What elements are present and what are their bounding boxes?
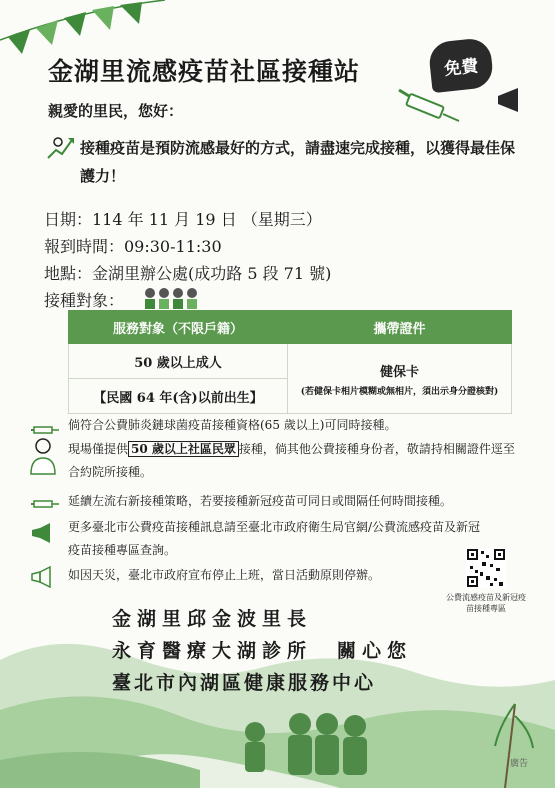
qr-code[interactable] [466, 548, 506, 588]
event-location: 地點：金湖里辦公處(成功路 5 段 71 號) [44, 264, 332, 283]
doctor-icon [26, 436, 60, 476]
megaphone-icon [494, 86, 522, 114]
note-onsite-eligibility [68, 438, 518, 484]
sponsor-line-3: 臺北市內湖區健康服務中心 [112, 672, 377, 694]
target-age: 50 歲以上成人 [69, 344, 288, 379]
megaphone-icon [30, 566, 56, 588]
syringe-icon [395, 88, 465, 126]
growth-chart-icon [46, 134, 76, 162]
sponsor-line-1: 金湖里邱金波里長 [112, 608, 313, 630]
table-header-documents: 攜帶證件 [288, 311, 512, 344]
syringe-icon [30, 494, 60, 514]
bunting-decoration [0, 0, 170, 60]
checkin-time: 報到時間：09:30-11:30 [44, 237, 222, 256]
qr-caption: 公費流感疫苗及新冠疫苗接種專區 [446, 593, 526, 613]
note-covid-strategy: 延續左流右新接種策略，若要接種新冠疫苗可同日或間隔任何時間接種。 [68, 494, 453, 508]
note-typhoon: 如因天災，臺北市政府宣布停止上班，當日活動原則停辦。 [68, 568, 381, 582]
note-onsite-pre: 現場僅提供 [68, 442, 129, 456]
people-icon [142, 286, 198, 310]
intro-text: 接種疫苗是預防流感最好的方式，請盡速完成接種，以獲得最佳保護力！ [80, 139, 516, 185]
greeting: 親愛的里民，您好： [48, 102, 184, 120]
note-onsite-highlight: 50 歲以上社區民眾 [128, 441, 239, 457]
sponsor-line-2: 永育醫療大湖診所 關心您 [112, 640, 413, 662]
note-pneumococcal: 倘符合公費肺炎鏈球菌疫苗接種資格(65 歲以上)可同時接種。 [68, 418, 397, 432]
ad-label: 廣告 [510, 759, 529, 769]
eligibility-table [68, 310, 512, 414]
documents-cell [288, 344, 512, 414]
event-date: 日期：114 年 11 月 19 日 （星期三） [44, 210, 322, 229]
note-onsite-post: 接種，倘其他公費接種身份者，敬請持相關證件逕至合約院所接種。 [68, 442, 515, 479]
free-badge: 免費 [428, 37, 495, 93]
documents-note: (若健保卡相片模糊或無相片，須出示身分證核對) [300, 386, 499, 397]
target-label: 接種對象： [44, 291, 125, 310]
target-birth-year: 【民國 64 年(含)以前出生】 [69, 379, 288, 414]
megaphone-icon [30, 522, 56, 544]
table-header-target: 服務對象（不限戶籍） [69, 311, 288, 344]
note-more-info: 更多臺北市公費疫苗接種訊息請至臺北市政府衛生局官網/公費流感疫苗及新冠疫苗接種專區查詢。 [68, 520, 481, 557]
page-title: 金湖里流感疫苗社區接種站 [48, 57, 361, 86]
documents-main: 健保卡 [379, 364, 419, 380]
